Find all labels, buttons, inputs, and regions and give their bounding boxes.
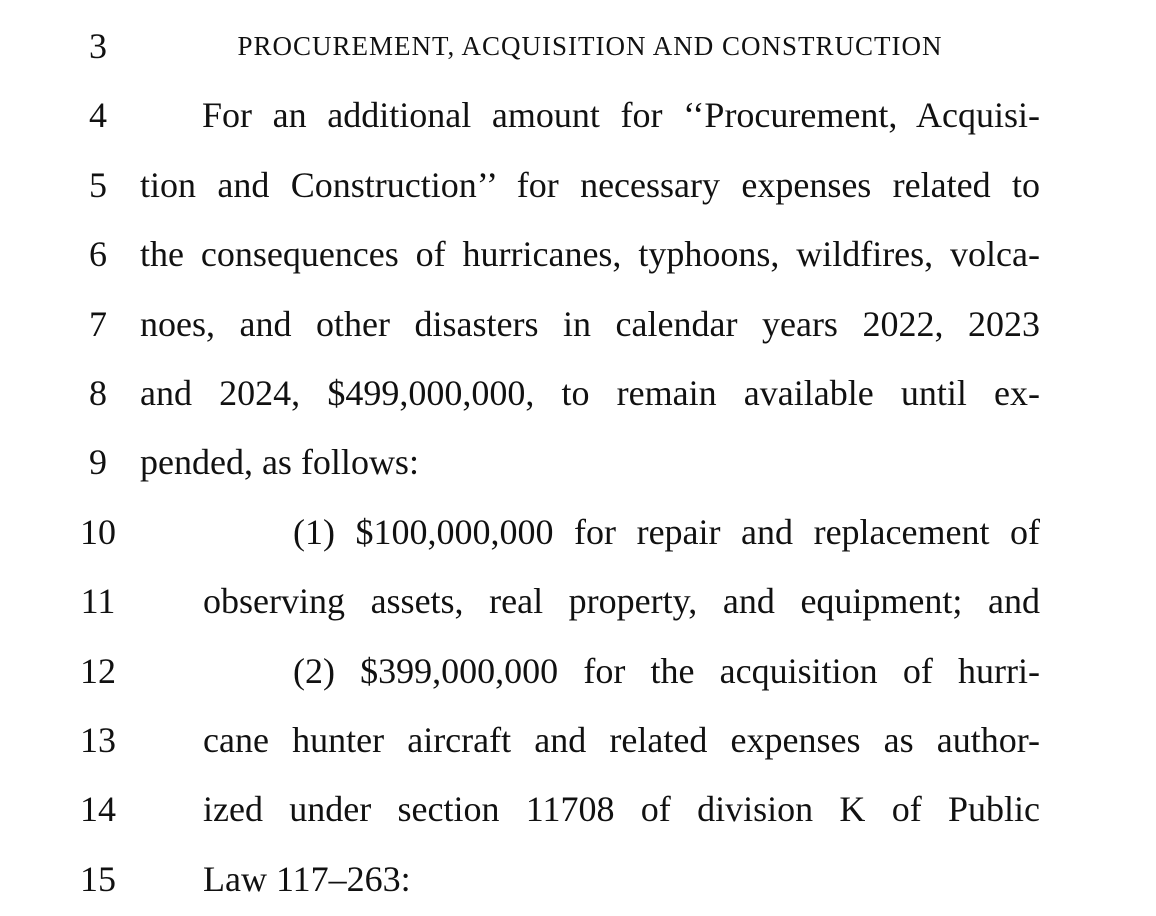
line-number: 12 [80, 650, 116, 691]
line-text: the consequences of hurricanes, typhoons, wildfires, volca- [140, 234, 1040, 275]
line-text: tion and Construction’’ for necessary expenses related to [140, 164, 1040, 205]
line-number: 6 [89, 234, 107, 275]
document-line [0, 220, 1040, 289]
line-number: 4 [89, 95, 107, 136]
document-line [0, 637, 1040, 706]
document-line [0, 428, 1040, 497]
line-text: Law 117–263: [203, 858, 411, 899]
line-text: pended, as follows: [140, 442, 419, 483]
document-line [0, 498, 1040, 567]
bill-text-block [0, 12, 1040, 914]
line-number: 5 [89, 164, 107, 205]
line-number: 14 [80, 789, 116, 830]
document-line [0, 706, 1040, 775]
line-number: 11 [80, 581, 116, 622]
line-text: (1) $100,000,000 for repair and replacement of [293, 511, 1040, 552]
document-line [0, 359, 1040, 428]
line-text: noes, and other disasters in calendar years 2022, 2023 [140, 303, 1040, 344]
line-text: cane hunter aircraft and related expenses as author- [203, 719, 1040, 760]
line-number: 3 [89, 26, 107, 66]
line-text: ized under section 11708 of division K of Public [203, 789, 1040, 830]
line-number: 8 [89, 372, 107, 413]
document-line [0, 775, 1040, 844]
document-line [0, 12, 1040, 81]
line-number: 13 [80, 719, 116, 760]
document-line [0, 845, 1040, 914]
document-line [0, 290, 1040, 359]
line-number: 10 [80, 511, 116, 552]
line-number: 7 [89, 303, 107, 344]
line-number: 9 [89, 442, 107, 483]
line-text: and 2024, $499,000,000, to remain available until ex- [140, 372, 1040, 413]
document-line [0, 81, 1040, 150]
line-text: For an additional amount for ‘‘Procurement, Acquisi- [202, 95, 1040, 136]
document-line [0, 567, 1040, 636]
account-heading: PROCUREMENT, ACQUISITION AND CONSTRUCTION [237, 31, 943, 61]
line-text: observing assets, real property, and equipment; and [203, 581, 1040, 622]
document-line [0, 151, 1040, 220]
line-text: (2) $399,000,000 for the acquisition of hurri- [293, 650, 1040, 691]
line-number: 15 [80, 858, 116, 899]
